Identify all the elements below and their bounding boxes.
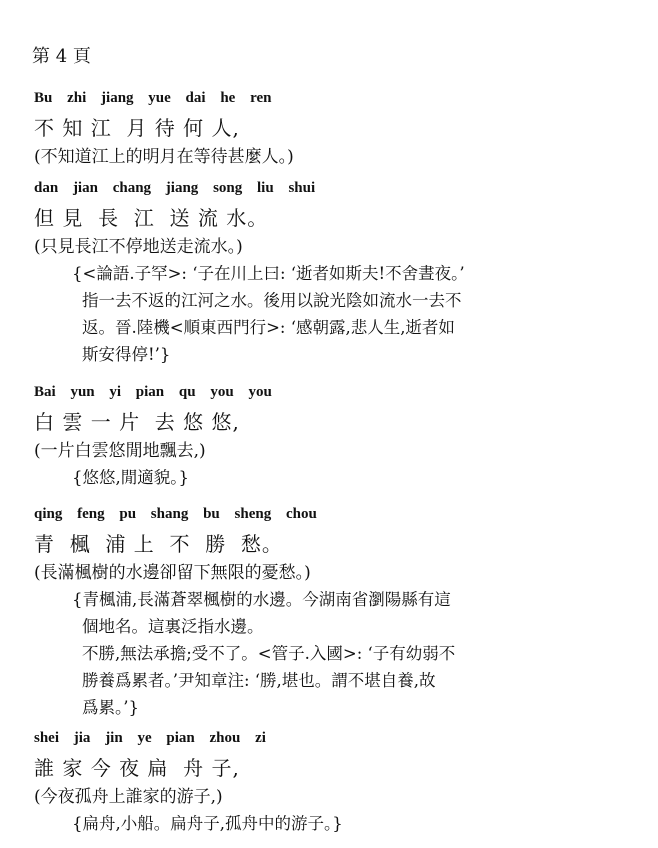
pinyin-syllable: jia (73, 730, 91, 746)
pinyin-syllable: zhi (67, 90, 87, 106)
stanza-1 (34, 90, 644, 170)
pinyin-syllable: song (213, 180, 243, 196)
pinyin-line (34, 506, 644, 528)
annotation-line: 不勝,無法承擔;受不了。<管子.入國>: ‘子有幼弱不 (82, 644, 456, 663)
annotation (34, 464, 644, 491)
annotation-line: 個地名。這裏泛指水邊。 (82, 617, 264, 636)
pinyin-syllable: dan (34, 180, 59, 196)
annotation-line: {<論語.子罕>: ‘子在川上曰: ‘逝者如斯夫!不舍晝夜。’ (72, 264, 465, 283)
pinyin-syllable: qu (178, 384, 196, 400)
pinyin-syllable: ren (250, 90, 272, 106)
pinyin-syllable: pian (166, 730, 195, 746)
annotation-line: 指一去不返的江河之水。後用以說光陰如流水一去不 (82, 291, 462, 310)
annotation (34, 586, 644, 721)
pinyin-line (34, 730, 644, 752)
pinyin-syllable: Bu (34, 90, 53, 106)
pinyin-syllable: ye (137, 730, 152, 746)
annotation (34, 260, 644, 368)
pinyin-syllable: yue (148, 90, 171, 106)
pinyin-syllable: jiang (101, 90, 134, 106)
pinyin-syllable: shang (150, 506, 189, 522)
stanza-3 (34, 384, 644, 491)
pinyin-line (34, 90, 644, 112)
annotation-line: 返。晉.陸機<順東西門行>: ‘感朝露,悲人生,逝者如 (82, 318, 455, 337)
pinyin-syllable: yun (70, 384, 95, 400)
translation: (長滿楓樹的水邊卻留下無限的憂愁。) (34, 563, 311, 583)
pinyin-syllable: dai (185, 90, 206, 106)
annotation (34, 810, 644, 837)
translation: (一片白雲悠閒地飄去,) (34, 441, 206, 461)
poem-line: 青 楓 浦 上 不 勝 愁。 (34, 532, 283, 556)
pinyin-syllable: shui (288, 180, 316, 196)
poem-line: 但 見 長 江 送 流 水。 (34, 206, 269, 230)
poem-line: 不 知 江 月 待 何 人, (34, 116, 240, 140)
pinyin-syllable: jiang (165, 180, 199, 196)
poem-line: 白 雲 一 片 去 悠 悠, (34, 410, 240, 434)
pinyin-syllable: chou (285, 506, 317, 522)
annotation-line: {悠悠,閒適貌。} (72, 468, 189, 487)
pinyin-syllable: you (248, 384, 272, 400)
annotation-line: 爲累。’} (82, 698, 139, 717)
annotation-line: 勝養爲累者。’尹知章注: ‘勝,堪也。謂不堪自養,故 (82, 671, 436, 690)
pinyin-syllable: liu (257, 180, 274, 196)
pinyin-syllable: he (220, 90, 236, 106)
page-label: 第 4 頁 (32, 46, 91, 67)
translation: (不知道江上的明月在等待甚麼人。) (34, 147, 294, 167)
pinyin-syllable: zhou (209, 730, 241, 746)
pinyin-syllable: jian (72, 180, 98, 196)
translation: (只見長江不停地送走流水。) (34, 237, 243, 257)
pinyin-syllable: shei (34, 730, 60, 746)
pinyin-syllable: bu (203, 506, 220, 522)
pinyin-line (34, 384, 644, 406)
annotation-line: {扁舟,小船。扁舟子,孤舟中的游子。} (72, 814, 343, 833)
pinyin-syllable: qing (34, 506, 63, 522)
pinyin-syllable: pu (119, 506, 137, 522)
pinyin-syllable: jin (105, 730, 123, 746)
pinyin-syllable: zi (255, 730, 266, 746)
stanza-4 (34, 506, 644, 721)
pinyin-syllable: sheng (234, 506, 272, 522)
poem-line: 誰 家 今 夜 扁 舟 子, (34, 756, 240, 780)
pinyin-syllable: chang (112, 180, 152, 196)
translation: (今夜孤舟上誰家的游子,) (34, 787, 223, 807)
stanza-2 (34, 180, 644, 368)
pinyin-syllable: you (210, 384, 234, 400)
annotation-line: 斯安得停!’} (82, 345, 171, 364)
stanza-5 (34, 730, 644, 837)
pinyin-line (34, 180, 644, 202)
pinyin-syllable: yi (109, 384, 122, 400)
annotation-line: {青楓浦,長滿蒼翠楓樹的水邊。今湖南省瀏陽縣有這 (72, 590, 451, 609)
pinyin-syllable: feng (77, 506, 105, 522)
pinyin-syllable: pian (135, 384, 165, 400)
pinyin-syllable: Bai (34, 384, 56, 400)
